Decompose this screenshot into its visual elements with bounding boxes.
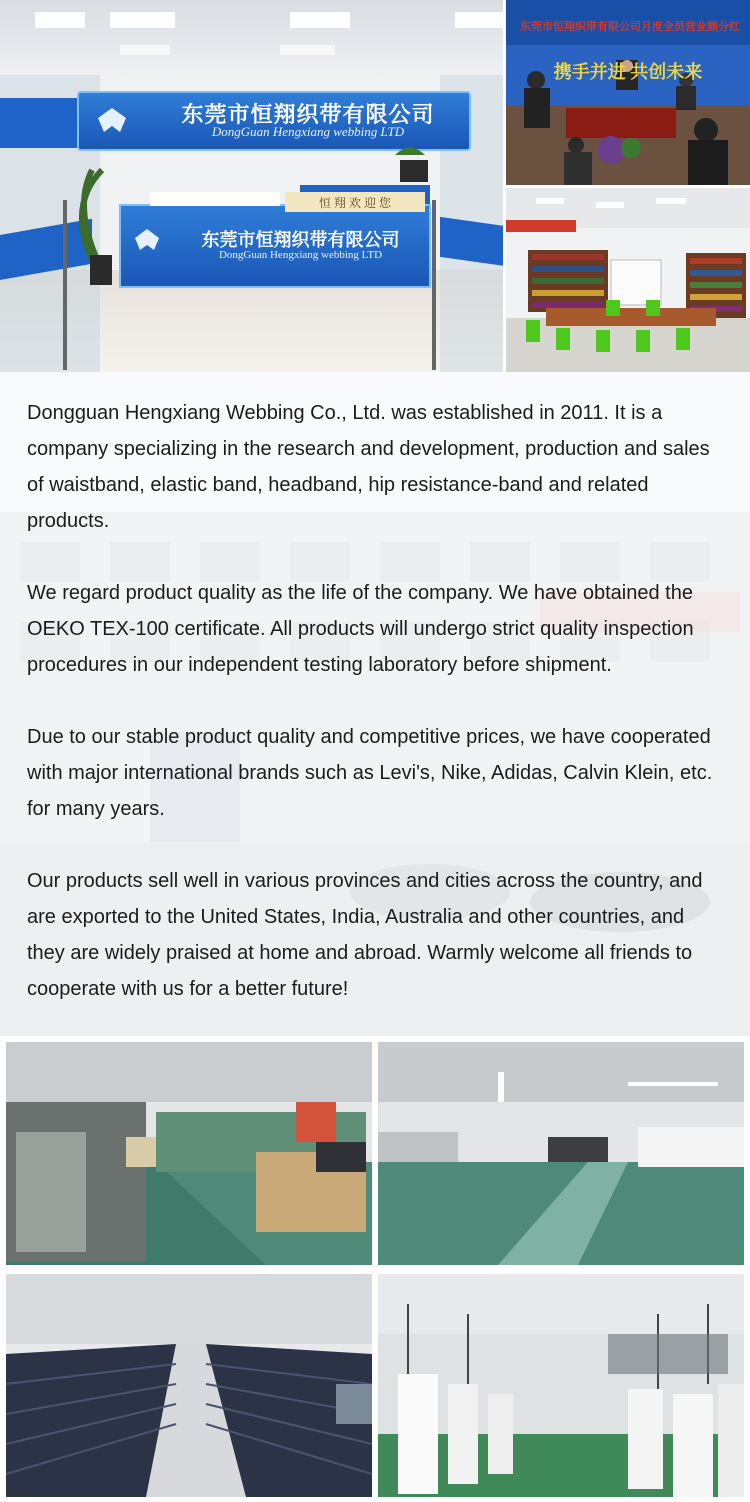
- desk-welcome-plaque: 恒 翔 欢 迎 您: [318, 196, 391, 210]
- meeting-photo: [506, 0, 750, 185]
- showroom-photo: [506, 188, 750, 372]
- weaving-workshop-photo-1: [6, 1042, 372, 1265]
- meeting-banner-slogan: 携手并进 共创未来: [553, 62, 703, 82]
- meeting-banner-title: 东莞市恒翔织带有限公司月度全员营业额分红: [520, 21, 740, 33]
- desk-sign-en: DongGuan Hengxiang webbing LTD: [218, 249, 383, 261]
- intro-paragraph-4: Our products sell well in various provinces and cities across the country, and are exported to the United States, India, Australia and other countries, and they are widely praised at home and abroad. Warmly welcome all friends to cooperate with us for a better future!: [27, 870, 703, 1000]
- reception-sign-en: DongGuan Hengxiang webbing LTD: [211, 124, 405, 139]
- intro-paragraph-3: Due to our stable product quality and competitive prices, we have cooperated with major international brands such as Levi's, Nike, Adidas, Calvin Klein, etc. for many years.: [27, 726, 713, 820]
- intro-paragraphs: [27, 395, 727, 1007]
- weaving-workshop-photo-2: [378, 1274, 744, 1497]
- weaving-looms-photo: [6, 1274, 372, 1497]
- intro-paragraph-1: Dongguan Hengxiang Webbing Co., Ltd. was established in 2011. It is a company specializing in the research and development, production and sales of waistband, elastic band, headband, hip resistance-band and related products.: [27, 402, 710, 532]
- intro-paragraph-2: We regard product quality as the life of the company. We have obtained the OEKO TEX-100 certificate. All products will undergo strict quality inspection procedures in our independent testing laboratory before shipment.: [27, 582, 694, 676]
- reception-photo: [0, 0, 503, 372]
- company-intro-section: [0, 372, 750, 1036]
- reception-sign-cn: 东莞市恒翔织带有限公司: [181, 102, 435, 127]
- factory-floor-photo: [378, 1042, 744, 1265]
- desk-sign-cn: 东莞市恒翔织带有限公司: [201, 230, 400, 250]
